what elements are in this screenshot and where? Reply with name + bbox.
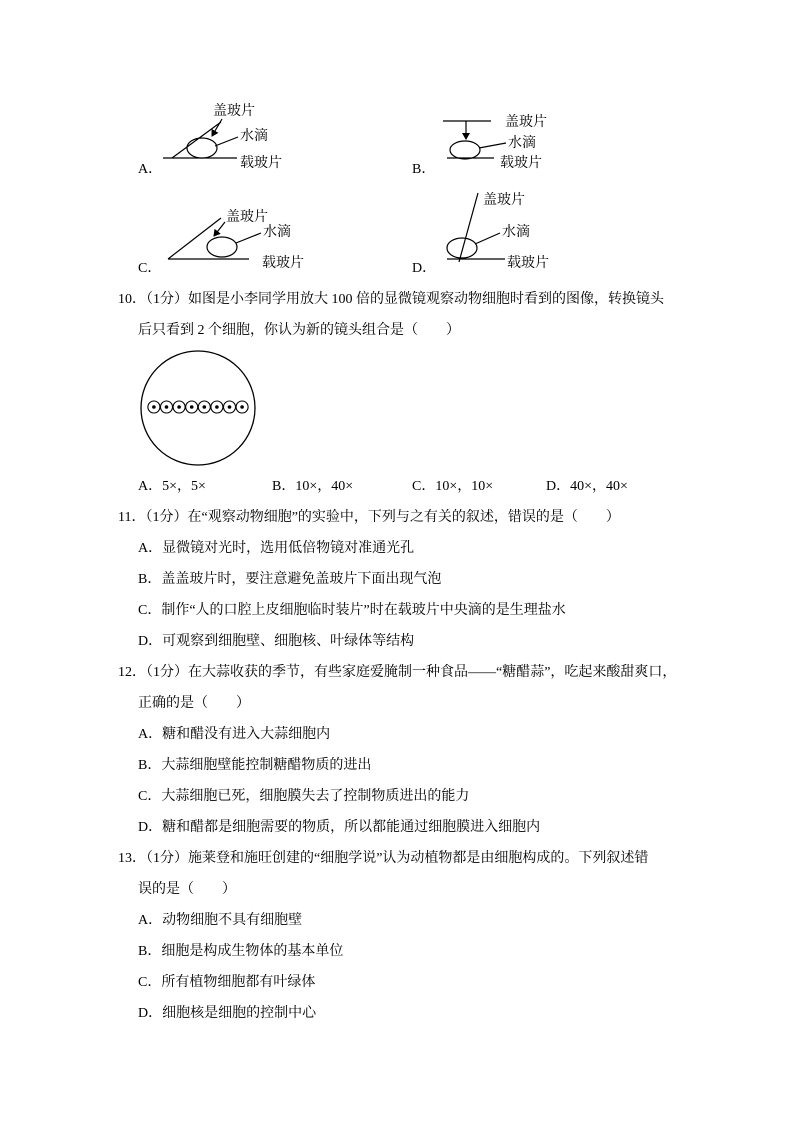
option-d: D．可观察到细胞壁、细胞核、叶绿体等结构 [138, 634, 415, 649]
option-c: C．制作“人的口腔上皮细胞临时装片”时在载玻片中央滴的是生理盐水 [138, 603, 566, 618]
option-b: B．盖盖玻片时，要注意避免盖玻片下面出现气泡 [138, 572, 442, 587]
water-drop-leader [475, 233, 500, 244]
q9-option-d [412, 191, 549, 276]
question-10 [0, 284, 794, 502]
q9-option-b [412, 113, 547, 177]
option-row [0, 471, 794, 502]
question-list [0, 284, 794, 1029]
water-drop [207, 237, 237, 257]
cell [236, 401, 248, 413]
option-b: B．10×，40× [272, 479, 354, 494]
question-stem-line: 正确的是（ ） [138, 696, 250, 711]
cell [148, 401, 160, 413]
cell [224, 401, 236, 413]
option-a: A．5×，5× [138, 479, 206, 494]
cell-nucleus [203, 405, 207, 409]
cell [186, 401, 198, 413]
option-b: B．细胞是构成生物体的基本单位 [138, 944, 344, 959]
water-drop [450, 141, 480, 159]
q9-option-c [138, 208, 304, 276]
cell [161, 401, 173, 413]
option-c: C．10×，10× [412, 479, 494, 494]
cell-nucleus [190, 405, 194, 409]
question-stem-line: 12．（1分）在大蒜收获的季节，有些家庭爱腌制一种食品——“糖醋蒜”，吃起来酸甜爽口， [118, 665, 677, 680]
question-12 [0, 657, 794, 843]
cover-slip-label: 盖玻片 [226, 210, 268, 225]
option-d: D．40×，40× [546, 479, 628, 494]
cover-slip-arrow [214, 222, 225, 236]
glass-slide-label: 载玻片 [500, 156, 542, 171]
cell-nucleus [177, 405, 181, 409]
question-11 [0, 502, 794, 657]
water-drop-label: 水滴 [240, 129, 268, 144]
water-drop-label: 水滴 [263, 225, 291, 240]
q9-option-diagrams [0, 0, 600, 282]
cell-nucleus [152, 405, 156, 409]
water-drop-label: 水滴 [502, 225, 530, 240]
option-letter: A． [138, 162, 163, 177]
cell-row [148, 401, 248, 413]
glass-slide-label: 载玻片 [240, 156, 282, 171]
water-drop [187, 138, 217, 158]
cell [211, 401, 223, 413]
option-d: D．糖和醋都是细胞需要的物质，所以都能通过细胞膜进入细胞内 [138, 820, 541, 835]
question-figure [0, 346, 794, 471]
option-a: A．糖和醋没有进入大蒜细胞内 [138, 727, 331, 742]
option-b: B．大蒜细胞壁能控制糖醋物质的进出 [138, 758, 372, 773]
option-a: A．动物细胞不具有细胞壁 [138, 913, 303, 928]
glass-slide-label: 载玻片 [262, 256, 304, 271]
question-stem-line: 11．（1分）在“观察动物细胞”的实验中，下列与之有关的叙述，错误的是（ ） [118, 510, 620, 525]
q9-option-a [138, 102, 282, 177]
water-drop-leader [479, 143, 506, 148]
cell-nucleus [228, 405, 232, 409]
cell [198, 401, 210, 413]
question-stem-line: 误的是（ ） [138, 882, 236, 897]
cell-nucleus [165, 405, 169, 409]
option-letter: C． [138, 261, 162, 276]
cell-nucleus [240, 405, 244, 409]
cover-slip-label: 盖玻片 [213, 104, 255, 119]
cell-nucleus [215, 405, 219, 409]
cover-slip-label: 盖玻片 [483, 193, 525, 208]
cell [173, 401, 185, 413]
option-d: D．细胞核是细胞的控制中心 [138, 1006, 317, 1021]
option-c: C．所有植物细胞都有叶绿体 [138, 975, 316, 990]
glass-slide-label: 载玻片 [507, 256, 549, 271]
option-letter: D． [412, 261, 437, 276]
option-a: A．显微镜对光时，选用低倍物镜对准通光孔 [138, 541, 415, 556]
question-stem-line: 10．（1分）如图是小李同学用放大 100 倍的显微镜观察动物细胞时看到的图像，转换镜头 [118, 292, 664, 307]
option-letter: B． [412, 162, 436, 177]
water-drop [447, 238, 477, 258]
water-drop-leader [236, 233, 261, 243]
question-13 [0, 843, 794, 1029]
microscope-field-of-view [133, 346, 263, 471]
question-stem-line: 后只看到 2 个细胞，你认为新的镜头组合是（ ） [138, 323, 460, 338]
cover-slip-label: 盖玻片 [505, 115, 547, 130]
question-stem-line: 13．（1分）施莱登和施旺创建的“细胞学说”认为动植物都是由细胞构成的。下列叙述错 [118, 851, 649, 866]
option-c: C．大蒜细胞已死，细胞膜失去了控制物质进出的能力 [138, 789, 470, 804]
water-drop-leader [215, 137, 238, 146]
water-drop-label: 水滴 [508, 136, 536, 151]
